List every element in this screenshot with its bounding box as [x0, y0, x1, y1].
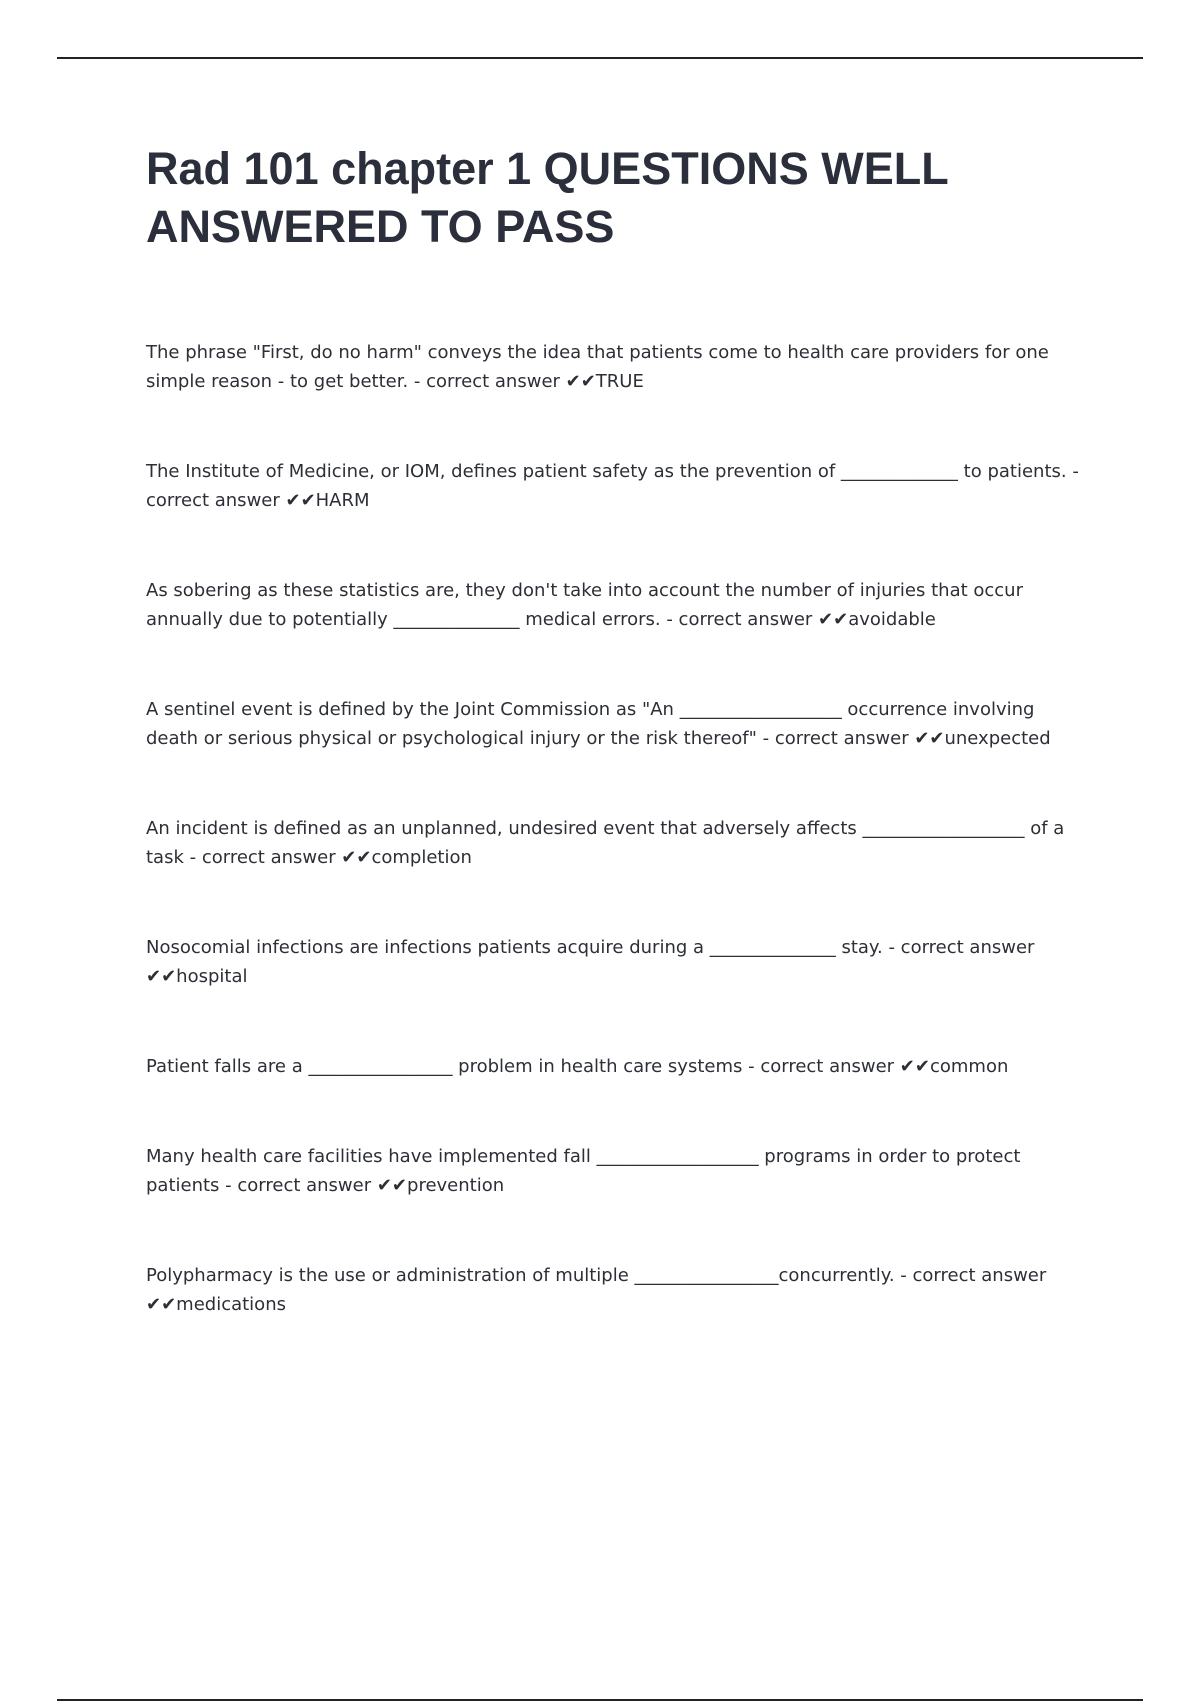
question-item: The Institute of Medicine, or IOM, defines patient safety as the prevention of _____________ to patients. - correct answer ✔✔HARM: [146, 461, 1079, 511]
question-item: Nosocomial infections are infections patients acquire during a ______________ stay. - correct answer ✔✔hospital: [146, 937, 1035, 987]
question-item: Patient falls are a ________________ problem in health care systems - correct answer ✔✔common: [146, 1056, 1009, 1077]
question-item: Polypharmacy is the use or administration of multiple ________________concurrently. - correct answer ✔✔medications: [146, 1265, 1047, 1315]
question-item: A sentinel event is defined by the Joint Commission as "An __________________ occurrence involving death or serious physical or psychological injury or the risk thereof" - correct answer ✔✔unexpected: [146, 699, 1051, 749]
document-body: [146, 140, 1086, 1380]
question-item: The phrase "First, do no harm" conveys the idea that patients come to health care providers for one simple reason - to get better. - correct answer ✔✔TRUE: [146, 342, 1049, 392]
question-item: As sobering as these statistics are, they don't take into account the number of injuries that occur annually due to potentially ______________ medical errors. - correct answer ✔✔avoidable: [146, 580, 1023, 630]
question-item: An incident is defined as an unplanned, undesired event that adversely affects __________________ of a task - correct answer ✔✔completion: [146, 818, 1065, 868]
document-title: Rad 101 chapter 1 QUESTIONS WELL ANSWERED TO PASS: [146, 143, 948, 252]
question-list: [146, 338, 1086, 1319]
top-divider: [57, 57, 1143, 59]
question-item: Many health care facilities have implemented fall __________________ programs in order to protect patients - correct answer ✔✔prevention: [146, 1146, 1021, 1196]
